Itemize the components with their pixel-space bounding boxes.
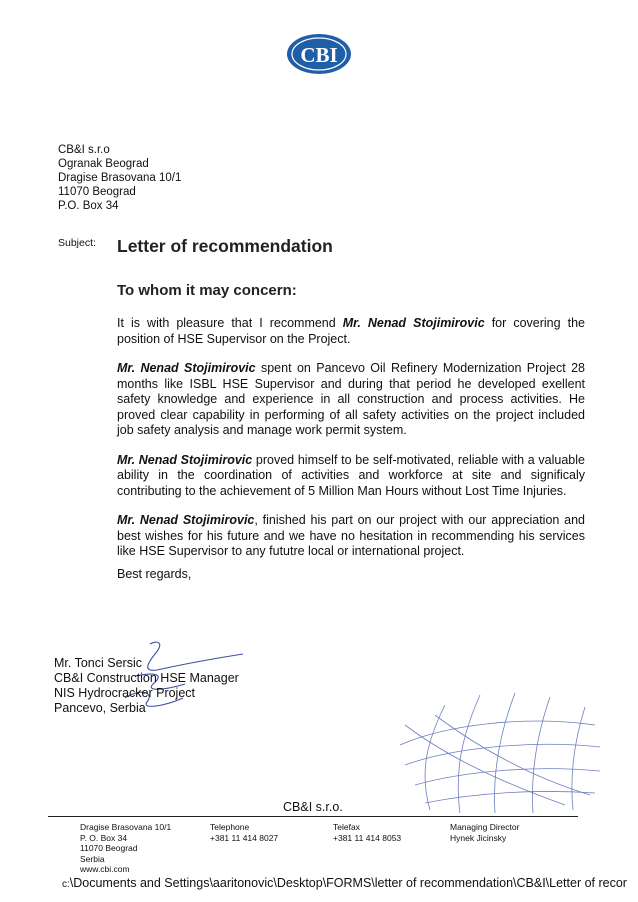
paragraph: Mr. Nenad Stojimirovic proved himself to be self-motivated, reliable with a valuable ability in the coordination of activities and workforce at site and significaly contributing to the achievement of 5 Million Man Hours without Lost Time Injuries.	[117, 452, 585, 498]
paragraph: Mr. Nenad Stojimirovic, finished his part on our project with our appreciation and best wishes for his future and we have no hesitation in recommending his services like HSE Supervisor to any fututre local or international project.	[117, 513, 585, 558]
signer-title: CB&I Construction HSE Manager	[54, 671, 239, 685]
letter-body	[117, 316, 585, 574]
paragraph: It is with pleasure that I recommend Mr. Nenad Stojimirovic for covering the position of HSE Supervisor on the Project.	[117, 316, 585, 346]
closing: Best regards,	[117, 567, 192, 581]
signer-name: Mr. Tonci Sersic	[54, 656, 142, 670]
candidate-name: Mr. Nenad Stojimirovic	[342, 316, 485, 330]
company-logo	[285, 32, 353, 76]
sender-address	[58, 143, 181, 213]
candidate-name: Mr. Nenad Stojimirovic	[117, 513, 255, 527]
salutation: To whom it may concern:	[117, 282, 297, 299]
footer-director: Managing Director Hynek Jicinsky	[450, 822, 520, 843]
address-line: Dragise Brasovana 10/1	[58, 172, 182, 184]
footer-telephone: Telephone +381 11 414 8027	[210, 822, 279, 843]
footer-company: CB&I s.r.o.	[283, 800, 343, 814]
candidate-name: Mr. Nenad Stojimirovic	[117, 452, 253, 467]
address-line: P.O. Box 34	[58, 200, 119, 212]
file-path: c:\Documents and Settings\aaritonovic\Desktop\FORMS\letter of recommendation\CB&I\Letter of recor	[62, 876, 627, 890]
paragraph: Mr. Nenad Stojimirovic spent on Pancevo Oil Refinery Modernization Project 28 months like ISBL HSE Supervisor and during that period he developed exellent safety knowledge and experience in all construction and process activities. He proved clear capability in performing of all safety activities on the project included job safety analysis and manage work permit system.	[117, 361, 585, 437]
footer-address: Dragise Brasovana 10/1 P. O. Box 34 11070 Beograd Serbia www.cbi.com	[80, 822, 172, 874]
candidate-name: Mr. Nenad Stojimirovic	[117, 361, 256, 375]
signer-project: NIS Hydrocracker Project	[54, 686, 196, 700]
address-line: CB&I s.r.o	[58, 144, 110, 156]
subject-label: Subject:	[58, 237, 96, 249]
footer-website: www.cbi.com	[80, 864, 130, 874]
footer-telefax: Telefax +381 11 414 8053	[333, 822, 402, 843]
address-line: 11070 Beograd	[58, 186, 136, 198]
signer-block	[54, 656, 239, 716]
subject-title: Letter of recommendation	[117, 236, 333, 256]
logo-text: CBI	[300, 43, 338, 67]
address-line: Ogranak Beograd	[58, 158, 149, 170]
footer-divider	[48, 816, 578, 817]
signer-location: Pancevo, Serbia	[54, 701, 146, 715]
globe-watermark-icon	[385, 685, 605, 815]
